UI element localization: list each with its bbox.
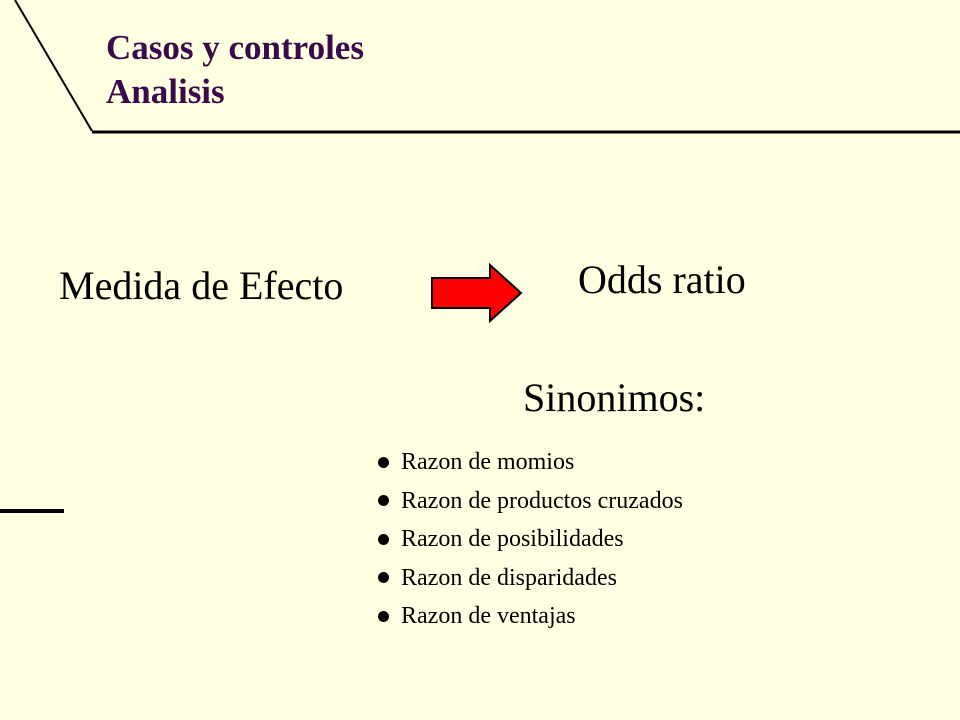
list-item (378, 443, 683, 482)
synonyms-list (378, 443, 683, 636)
bullet-icon (378, 534, 389, 545)
synonym-text: Razon de momios (401, 449, 575, 475)
list-item (378, 520, 683, 559)
synonym-text: Razon de posibilidades (401, 526, 624, 552)
slide-title-line-2: Analisis (106, 72, 225, 111)
bullet-icon (378, 495, 389, 506)
synonym-text: Razon de ventajas (401, 603, 576, 629)
list-item (378, 597, 683, 636)
synonym-text: Razon de disparidades (401, 564, 617, 591)
diagonal-line (15, 0, 92, 131)
synonym-text: Razon de productos cruzados (401, 487, 683, 514)
bullet-icon (378, 457, 389, 468)
list-item (378, 559, 683, 598)
list-item (378, 482, 683, 521)
slide-title-line-1: Casos y controles (106, 28, 364, 67)
effect-measure-label: Medida de Efecto (59, 263, 344, 308)
right-arrow-icon (430, 263, 524, 323)
synonyms-heading: Sinonimos: (523, 375, 706, 420)
slide-title (106, 26, 364, 114)
bullet-icon (378, 572, 389, 583)
odds-ratio-label: Odds ratio (578, 257, 746, 302)
bullet-icon (378, 611, 389, 622)
